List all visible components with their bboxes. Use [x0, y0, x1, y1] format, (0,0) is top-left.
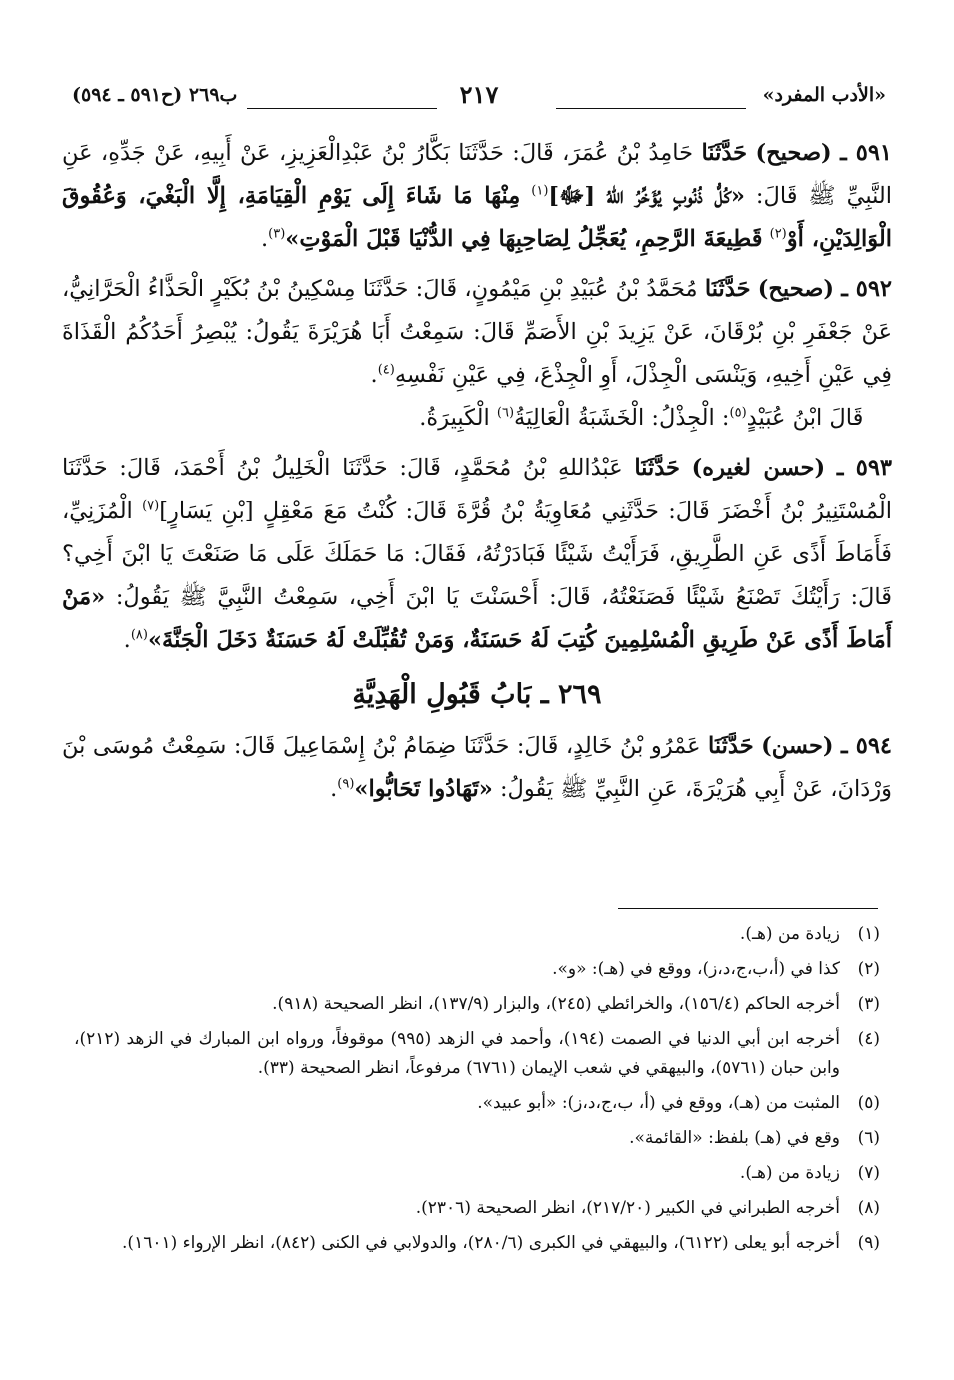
isnad-continued: الْمُزَنِيِّ، فَأَمَاطَ أَذًى عَنِ الطَّرِيقِ، فَرَأَيْتُ شَيْئًا فَبَادَرْتُهُ، فَقَالَ: مَا حَمَلَكَ عَلَى مَا صَنَعْتَ يَا ابْنَ أَخِي؟ قَالَ: رَأَيْتُكَ تَصْنَعُ شَيْئًا فَصَنَعْتُهُ، قَالَ: أَحْسَنْتَ يَا ابْنَ أَخِي، سَمِعْتُ النَّبِيَّ ﷺ يَقُولُ:	[62, 498, 892, 610]
main-text	[62, 132, 892, 818]
footnote-ref: (٧)	[142, 498, 160, 514]
footnote-text: زيادة من (هـ).	[739, 924, 840, 944]
footnote-number: (٧)	[857, 1163, 880, 1183]
footnote-item	[74, 955, 880, 984]
matn-end: قَطِيعَةَ الرَّحِمِ، يُعَجِّلُ لِصَاحِبِهَا فِي الدُّنْيَا قَبْلَ الْمَوْتِ»	[285, 226, 763, 252]
hadith-number: ٥٩١ ـ	[840, 140, 893, 166]
isnad: مُحَمَّدُ بْنُ عُبَيْدِ بْنِ مَيْمُونٍ، قَالَ: حَدَّثَنَا مِسْكِينُ بْنُ بُكَيْرٍ الْحَذَّاءُ الْحَرَّانِيُّ، عَنْ جَعْفَرِ بْنِ بُرْقَانَ، عَنْ يَزِيدَ بْنِ الأَصَمِّ قَالَ: سَمِعْتُ أَبَا هُرَيْرَةَ يَقُولُ: يُبْصِرُ أَحَدُكُمُ الْقَذَاةَ فِي عَيْنِ أَخِيهِ، وَيَنْسَى الْجِذْلَ، أَوِ الْجِذْعَ، فِي عَيْنِ نَفْسِهِ	[62, 276, 892, 388]
footnote-text: زيادة من (هـ).	[739, 1163, 840, 1183]
hadith-grade: (حسن لغيره)	[691, 455, 826, 481]
footnote-divider	[618, 908, 878, 909]
footnote-text: أخرجه الحاكم (١٥٦/٤)، والخرائطي (٢٤٥)، والبزار (١٣٧/٩)، انظر الصحيحة (٩١٨).	[272, 994, 840, 1014]
footnote-number: (٨)	[857, 1198, 880, 1218]
footnote-item	[74, 1124, 880, 1153]
footnote-ref: (٨)	[130, 627, 148, 643]
sentence-end: .	[123, 627, 131, 653]
haddathana: حَدَّثَنَا	[708, 733, 754, 759]
footnote-ref: (٥)	[729, 405, 747, 421]
footnote-text: أخرجه الطبراني في الكبير (٢١٧/٢٠)، انظر الصحيحة (٢٣٠٦).	[415, 1198, 840, 1218]
footnote-item	[74, 1159, 880, 1188]
haddathana: حَدَّثَنَا	[701, 140, 748, 166]
footnote-text: وقع في (هـ) بلفظ: «القائمة».	[629, 1128, 840, 1148]
matn: «كُلُّ ذُنُوبٍ يُؤَخِّرُ اللهُ [ﷻ]	[548, 183, 745, 209]
isnad: عَبْدُاللهِ بْنُ مُحَمَّدٍ، قَالَ: حَدَّثَنَا الْخَلِيلُ بْنُ أَحْمَدَ، قَالَ: حَدَّثَنَا الْمُسْتَنِيرُ بْنُ أَخْضَرَ قَالَ: حَدَّثَنِي مُعَاوِيَةُ بْنُ قُرَّةَ قَالَ: كُنْتُ مَعَ مَعْقِلٍ [بْنِ يَسَارٍ]	[62, 455, 892, 524]
hadith-number: ٥٩٤ ـ	[841, 733, 892, 759]
footnote-item	[74, 1025, 880, 1083]
footnote-number: (٩)	[857, 1233, 880, 1253]
chapter-heading: ٢٦٩ ـ بَابُ قَبُولِ الْهَدِيَّةِ	[352, 679, 602, 710]
footnotes	[74, 920, 880, 1264]
page-number: ٢١٧	[459, 80, 499, 109]
hadith-594	[62, 725, 892, 811]
footnote-ref: (١)	[531, 183, 549, 199]
footnote-ref: (٤)	[377, 362, 395, 378]
hadith-593	[62, 447, 892, 662]
explanation: قَالَ ابْنُ عُبَيْدٍ	[746, 405, 864, 431]
hadith-592	[62, 268, 892, 440]
footnote-ref: (٢)	[769, 226, 787, 242]
footnote-text: المثبت من (هـ)، ووقع في (أ، ب،ج،د،ز): «أبو عبيد».	[477, 1093, 840, 1113]
hadith-grade: (حسن)	[761, 733, 834, 759]
haddathana: حَدَّثَنَا	[634, 455, 680, 481]
footnote-text: أخرجه أبو يعلى (٦١٢٢)، والبيهقي في الكبرى (٢٨٠/٦)، والدولابي في الكنى (٨٤٢)، انظر الإرواء (١٦٠١).	[122, 1233, 840, 1253]
footnote-item	[74, 1194, 880, 1223]
hadith-591: ٥٩١ ـ (صحيح) حَدَّثَنَا حَامِدُ بْنُ عُمَرَ، قَالَ: حَدَّثَنَا بَكَّارُ بْنُ عَبْدِالْعَزِيزِ، عَنْ أَبِيهِ، عَنْ جَدِّهِ، عَنِ النَّبِيِّ ﷺ قَالَ: «كُلُّ ذُنُوبٍ يُؤَخِّرُ اللهُ [ﷻ]$^{(١)}$ مِنْهَا مَا شَاءَ إِلَى يَوْمِ الْقِيَامَةِ، إِلَّا الْبَغْيَ، وَعُقُوقَ الْوَالِدَيْنِ، أَوْ$^{(٢)}$ قَطِيعَةَ الرَّحِمِ، يُعَجِّلُ لِصَاحِبِهَا فِي الدُّنْيَا قَبْلَ الْمَوْتِ»$^{(٣)}$.	[62, 140, 893, 252]
running-header	[72, 80, 886, 116]
footnote-number: (٥)	[857, 1093, 880, 1113]
matn: «مَنْ أَمَاطَ أَذًى عَنْ طَرِيقِ الْمُسْلِمِينَ كُتِبَ لَهُ حَسَنَةٌ، وَمَنْ تُقُبِّلَتْ لَهُ حَسَنَةٌ دَخَلَ الْجَنَّةَ»	[62, 584, 892, 653]
footnote-number: (٢)	[857, 959, 880, 979]
footnote-item	[74, 1089, 880, 1118]
explanation-mid: : الْجِذْلُ: الْخَشَبَةُ الْعَالِيَةُ	[514, 405, 730, 431]
footnote-ref: (٦)	[496, 405, 515, 421]
footnote-text: كذا في (أ،ب،ج،د،ز)، ووقع في (هـ): «و».	[552, 959, 840, 979]
footnote-item	[74, 920, 880, 949]
hadith-number: ٥٩٣ ـ	[836, 455, 893, 481]
matn: «تَهَادُوا تَحَابُّوا»	[354, 776, 493, 802]
footnote-item	[74, 990, 880, 1019]
footnote-item	[74, 1229, 880, 1258]
header-rule-left	[247, 108, 437, 109]
footnote-ref: (٩)	[337, 776, 355, 792]
hadith-grade: (صحيح)	[755, 140, 832, 166]
footnote-number: (١)	[857, 924, 880, 944]
chapter-range: ب٢٦٩ (ح٥٩١ ـ ٥٩٤)	[72, 84, 238, 106]
footnote-number: (٣)	[857, 994, 880, 1014]
footnote-number: (٤)	[857, 1029, 880, 1049]
isnad: عَمْرُو بْنُ خَالِدٍ، قَالَ: حَدَّثَنَا ضِمَامُ بْنُ إِسْمَاعِيلَ قَالَ: سَمِعْتُ مُوسَى بْنَ وَرْدَانَ، عَنْ أَبِي هُرَيْرَةَ، عَنِ النَّبِيِّ ﷺ يَقُولُ:	[62, 733, 892, 802]
matn-continued: مِنْهَا مَا شَاءَ إِلَى يَوْمِ الْقِيَامَةِ، إِلَّا الْبَغْيَ، وَعُقُوقَ الْوَالِدَيْنِ، أَوْ	[62, 183, 892, 252]
footnote-text: أخرجه ابن أبي الدنيا في الصمت (١٩٤)، وأحمد في الزهد (٩٩٥) موقوفاً، ورواه ابن المبارك في الزهد (٢١٢)، وابن حبان (٥٧٦١)، والبيهقي في شعب الإيمان (٦٧٦١) مرفوعاً، انظر الصحيحة (٣٣).	[74, 1029, 841, 1078]
sentence-end: .	[370, 362, 378, 388]
hadith-number: ٥٩٢ ـ	[841, 276, 893, 302]
footnote-ref: (٣)	[268, 226, 286, 242]
haddathana: حَدَّثَنَا	[704, 276, 751, 302]
isnad: حَامِدُ بْنُ عُمَرَ، قَالَ: حَدَّثَنَا بَكَّارُ بْنُ عَبْدِالْعَزِيزِ، عَنْ أَبِيهِ، عَنْ جَدِّهِ، عَنِ النَّبِيِّ ﷺ قَالَ:	[62, 140, 893, 209]
explanation-end: الْكَبِيرَةُ.	[419, 405, 497, 431]
hadith-grade: (صحيح)	[757, 276, 834, 302]
sentence-end: .	[330, 776, 338, 802]
footnote-number: (٦)	[857, 1128, 880, 1148]
book-title: «الأدب المفرد»	[762, 84, 886, 106]
